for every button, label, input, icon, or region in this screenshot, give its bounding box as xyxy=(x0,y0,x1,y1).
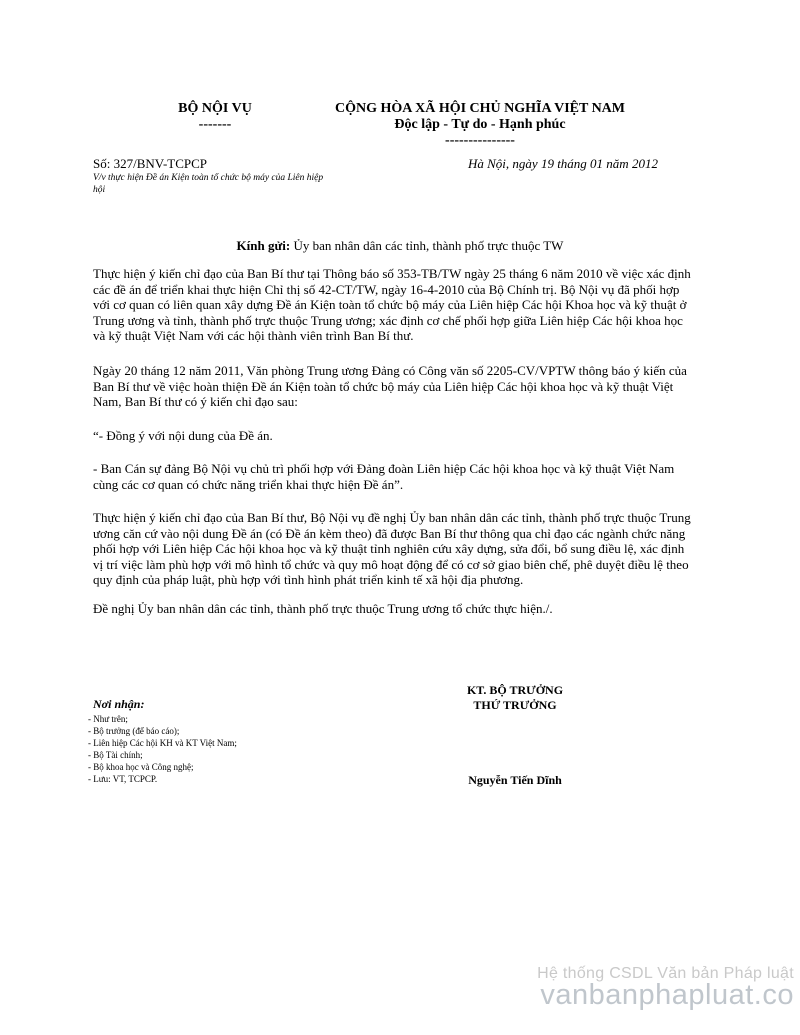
national-title-block xyxy=(330,101,630,149)
motto: Độc lập - Tự do - Hạnh phúc xyxy=(394,117,566,132)
recipient-item: - Bộ khoa học và Công nghệ; xyxy=(88,762,194,772)
recipient-line xyxy=(93,238,707,254)
body-paragraph-1: Thực hiện ý kiến chỉ đạo của Ban Bí thư tại Thông báo số 353-TB/TW ngày 25 tháng 6 năm 2010 về việc xác định các đề án để triển khai thực hiện Chỉ thị số 42-CT/TW, ngày 16-4-2010 của Bộ Chính trị. Bộ Nội vụ đã phối hợp với cơ quan có liên quan xây dựng Đề án Kiện toàn tổ chức bộ máy của Liên hiệp Các hội Khoa học và kỹ thuật ở Trung ương và tỉnh, thành phố trực thuộc Trung ương; xác định cơ chế phối hợp giữa Liên hiệp Các hội khoa học và kỹ thuật Việt Nam với các hội thành viên trình Ban Bí thư. xyxy=(93,266,691,343)
agency-name: BỘ NỘI VỤ xyxy=(178,101,252,116)
recipient-text: Ủy ban nhân dân các tỉnh, thành phố trực thuộc TW xyxy=(290,238,564,253)
recipient-item: - Như trên; xyxy=(88,714,128,724)
body-paragraph-3: “- Đồng ý với nội dung của Đề án. xyxy=(93,428,273,443)
recipient-label: Kính gửi: xyxy=(236,238,291,253)
signature-title-1: KT. BỘ TRƯỞNG xyxy=(466,683,564,697)
body-paragraph-6: Đề nghị Ủy ban nhân dân các tỉnh, thành phố trực thuộc Trung ương tổ chức thực hiện./. xyxy=(93,601,553,616)
body-paragraph-4: - Ban Cán sự đảng Bộ Nội vụ chủ trì phối hợp với Đảng đoàn Liên hiệp Các hội khoa học và kỹ thuật Việt Nam cùng các cơ quan có chức năng triển khai thực hiện Đề án”. xyxy=(93,461,675,492)
document-subject: V/v thực hiện Đề án Kiện toàn tổ chức bộ máy của Liên hiệp hội xyxy=(93,173,324,195)
watermark-line-1: Hệ thống CSDL Văn bản Pháp luật xyxy=(537,965,794,982)
signature-block xyxy=(430,683,600,713)
watermark-line-2: vanbanphapluat.co xyxy=(540,979,794,1011)
signer-name: Nguyễn Tiến Dĩnh xyxy=(468,773,562,787)
document-number: Số: 327/BNV-TCPCP xyxy=(93,156,208,171)
recipient-item: - Lưu: VT, TCPCP. xyxy=(88,774,158,784)
recipient-item: - Bộ trưởng (để báo cáo); xyxy=(88,726,180,736)
recipient-item: - Bộ Tài chính; xyxy=(88,750,143,760)
recipients-title: Nơi nhận: xyxy=(93,697,145,711)
recipients-list xyxy=(88,713,237,785)
body-paragraph-2: Ngày 20 tháng 12 năm 2011, Văn phòng Trung ương Đảng có Công văn số 2205-CV/VPTW thông báo ý kiến của Ban Bí thư về việc hoàn thiện Đề án Kiện toàn tổ chức bộ máy của Liên hiệp Các hội khoa học và kỹ thuật Việt Nam, Ban Bí thư có ý kiến chỉ đạo sau: xyxy=(93,363,687,409)
body-paragraph-5: Thực hiện ý kiến chỉ đạo của Ban Bí thư, Bộ Nội vụ đề nghị Ủy ban nhân dân các tỉnh, thành phố trực thuộc Trung ương căn cứ vào nội dung Đề án (có Đề án kèm theo) đã được Ban Bí thư thông qua chỉ đạo các ngành chức năng phối hợp với Liên hiệp Các hội khoa học và kỹ thuật tỉnh nghiên cứu xây dựng, sửa đổi, bổ sung điều lệ, xác định vị trí việc làm phù hợp với mô hình tổ chức và quy mô hoạt động để có cơ sở giao biên chế, phê duyệt điều lệ theo quy định của pháp luật, phù hợp với tình hình phát triển kinh tế xã hội địa phương. xyxy=(93,510,691,587)
issuing-agency-block xyxy=(140,101,290,133)
place-date: Hà Nội, ngày 19 tháng 01 năm 2012 xyxy=(468,156,658,171)
signature-title-2: THỨ TRƯỞNG xyxy=(473,698,557,712)
recipient-item: - Liên hiệp Các hội KH và KT Việt Nam; xyxy=(88,738,237,748)
agency-rule: ------- xyxy=(198,117,232,132)
motto-rule: --------------- xyxy=(445,133,515,148)
nation-title: CỘNG HÒA XÃ HỘI CHỦ NGHĨA VIỆT NAM xyxy=(334,101,625,116)
